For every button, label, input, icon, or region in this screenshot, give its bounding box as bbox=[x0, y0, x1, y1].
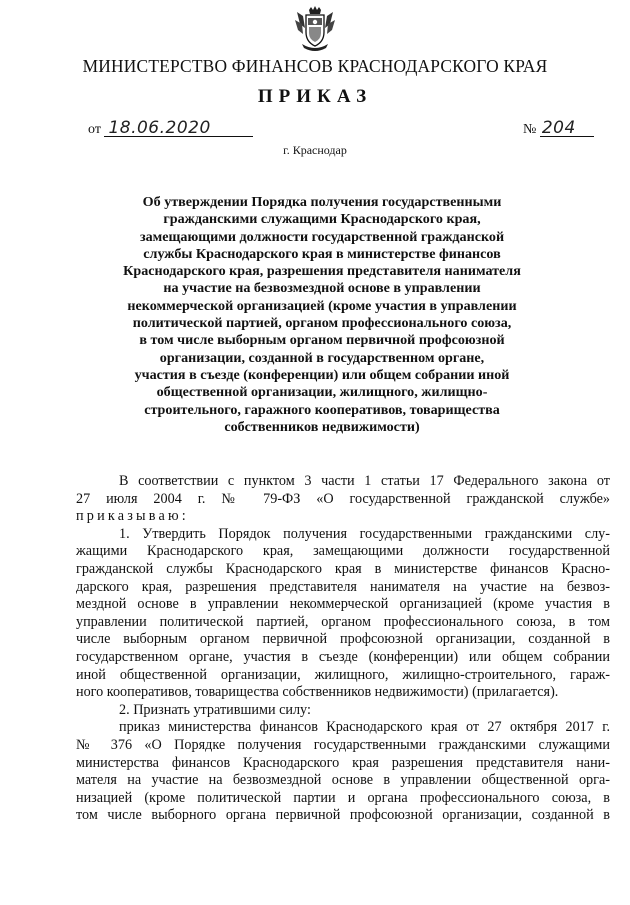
heading-line: организации, созданной в государственном органе, bbox=[159, 349, 485, 366]
body-line: жащими Краснодарского края, замещающими должности государственной bbox=[76, 543, 610, 560]
body-line: низацией (кроме политической партии и органа профессионального союза, в bbox=[76, 789, 610, 806]
heading-line: службы Краснодарского края в министерстве финансов bbox=[143, 245, 501, 262]
document-heading bbox=[110, 194, 534, 436]
body-line: ного кооперативов, товарищества собственников недвижимости) (прилагается). bbox=[76, 684, 559, 701]
body-line: иной общественной организации, жилищного, жилищно-строительного, гараж- bbox=[76, 666, 610, 683]
heading-line: участия в съезде (конференции) или общем собрании иной bbox=[134, 366, 510, 383]
body-line: управлении политической партией, органом профессионального союза, в том bbox=[76, 613, 610, 630]
body-line: дарского края, разрешения представителя нанимателя на участие на безвоз- bbox=[76, 578, 610, 595]
body-line: министерства финансов Краснодарского края разрешения представителя нани- bbox=[76, 754, 610, 771]
order-title: ПРИКАЗ bbox=[257, 86, 373, 107]
ministry-name: МИНИСТЕРСТВО ФИНАНСОВ КРАСНОДАРСКОГО КРАЯ bbox=[82, 56, 548, 76]
city: г. Краснодар bbox=[283, 143, 347, 157]
heading-line: собственников недвижимости) bbox=[224, 418, 420, 435]
order-date bbox=[88, 118, 253, 138]
heading-line: Об утверждении Порядка получения государственными bbox=[142, 194, 502, 210]
body-line: № 376 «О Порядке получения государственными гражданскими служащими bbox=[76, 736, 610, 753]
date-handwritten-value: 18.06.2020 bbox=[104, 121, 253, 137]
heading-line: строительного, гаражного кооперативов, товарищества bbox=[144, 401, 500, 418]
heading-line: в том числе выборным органом первичной профсоюзной bbox=[139, 332, 505, 349]
body-line: 1. Утвердить Порядок получения государственными гражданскими слу- bbox=[119, 525, 610, 542]
body-line: мездной основе в управлении некоммерческой организацией (кроме участия в bbox=[76, 596, 610, 613]
heading-line: Краснодарского края, разрешения представителя нанимателя bbox=[123, 263, 521, 280]
body-line: числе выборным органом первичной профсоюзной организации, созданной в bbox=[76, 631, 610, 648]
date-prefix: от bbox=[88, 122, 101, 137]
number-handwritten-value: 204 bbox=[540, 121, 594, 137]
heading-line: общественной организации, жилищного, жилищно- bbox=[156, 384, 488, 401]
body-line: гражданской службы Краснодарского края в министерстве финансов Красно- bbox=[76, 560, 610, 577]
body-line: 27 июля 2004 г. № 79-ФЗ «О государственной гражданской службе» bbox=[76, 490, 610, 507]
document-body bbox=[76, 473, 610, 825]
body-line: В соответствии с пунктом 3 части 1 статьи 17 Федерального закона от bbox=[119, 473, 610, 489]
heading-line: на участие на безвозмездной основе в управлении bbox=[163, 280, 481, 297]
order-number bbox=[523, 118, 594, 138]
heading-line: некоммерческой организацией (кроме участия в управлении bbox=[127, 297, 517, 314]
body-line: государственном органе, участия в съезде (конференции) или общем собрании bbox=[76, 648, 610, 665]
body-line: мателя на участие на безвозмездной основе в управлении общественной орга- bbox=[76, 772, 610, 789]
body-line-order-word: приказываю: bbox=[76, 508, 189, 525]
body-line: приказ министерства финансов Краснодарского края от 27 октября 2017 г. bbox=[119, 719, 610, 736]
krasnodar-coat-of-arms-icon bbox=[294, 6, 336, 54]
heading-line: гражданскими служащими Краснодарского края, bbox=[163, 211, 481, 228]
heading-line: политической партией, органом профессионального союза, bbox=[132, 315, 512, 332]
heading-line: замещающими должности государственной гражданской bbox=[139, 228, 505, 245]
body-line: 2. Признать утратившими силу: bbox=[119, 701, 311, 718]
body-line: том числе выборного органа первичной профсоюзной организации, созданной в bbox=[76, 807, 610, 824]
number-prefix: № bbox=[523, 122, 537, 137]
